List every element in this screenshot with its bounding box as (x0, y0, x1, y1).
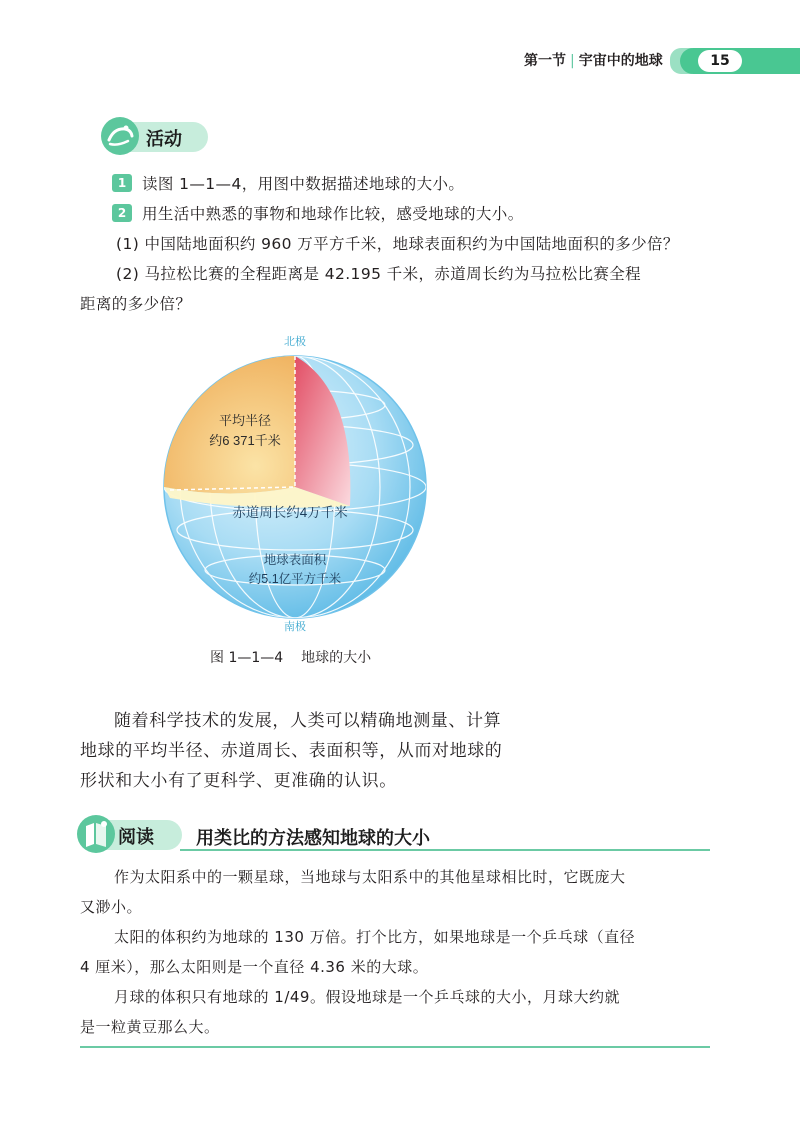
surface-label: 地球表面积 (263, 553, 327, 567)
header-section: 第一节 (524, 53, 566, 69)
activity-label: 活动 (146, 129, 182, 150)
equator-label: 赤道周长约4万千米 (232, 505, 348, 520)
question-line: (2) 马拉松比赛的全程距离是 42.195 千米，赤道周长约为马拉松比赛全程 (116, 265, 642, 283)
body-line: 随着科学技术的发展，人类可以精确地测量、计算 (114, 711, 502, 731)
reading-line: 是一粒黄豆那么大。 (80, 1018, 220, 1036)
north-pole-label: 北极 (284, 336, 306, 348)
reading-bottom-rule (80, 1046, 710, 1048)
earth-size-figure (150, 330, 450, 640)
task-text: 读图 1—1—4，用图中数据描述地球的大小。 (142, 175, 465, 193)
reading-line: 太阳的体积约为地球的 130 万倍。打个比方，如果地球是一个乒乓球（直径 (114, 928, 636, 946)
body-line: 地球的平均半径、赤道周长、表面积等，从而对地球的 (80, 741, 503, 761)
figure-caption (210, 647, 371, 667)
header-bar (680, 48, 800, 74)
surface-value: 约5.1亿平方千米 (248, 572, 342, 586)
caption-number: 图 1—1—4 (210, 650, 284, 666)
reading-top-rule (180, 849, 710, 851)
body-line: 形状和大小有了更科学、更准确的认识。 (80, 771, 397, 791)
reading-line: 又渺小。 (80, 898, 143, 916)
reading-label: 阅读 (118, 827, 154, 848)
caption-title: 地球的大小 (301, 650, 372, 666)
radius-value: 约6 371千米 (209, 433, 281, 448)
reading-line: 作为太阳系中的一颗星球，当地球与太阳系中的其他星球相比时，它既庞大 (114, 868, 626, 886)
south-pole-label: 南极 (284, 621, 306, 633)
radius-label: 平均半径 (218, 413, 272, 428)
page-number: 15 (698, 50, 742, 72)
reading-icon (74, 814, 118, 854)
reading-title: 用类比的方法感知地球的大小 (196, 828, 430, 849)
question-line: (1) 中国陆地面积约 960 万平方千米，地球表面积约为中国陆地面积的多少倍？ (116, 235, 679, 253)
reading-line: 月球的体积只有地球的 1/49。假设地球是一个乒乓球的大小，月球大约就 (114, 988, 620, 1006)
task-number: 1 (112, 174, 132, 192)
question-line: 距离的多少倍？ (80, 295, 192, 313)
task-number: 2 (112, 204, 132, 222)
header-chapter-title: 宇宙中的地球 (578, 53, 663, 69)
reading-line: 4 厘米），那么太阳则是一个直径 4.36 米的大球。 (80, 958, 429, 976)
task-text: 用生活中熟悉的事物和地球作比较，感受地球的大小。 (142, 205, 524, 223)
activity-icon (98, 116, 142, 156)
header-title: 第一节 | 宇宙中的地球 (524, 53, 663, 69)
